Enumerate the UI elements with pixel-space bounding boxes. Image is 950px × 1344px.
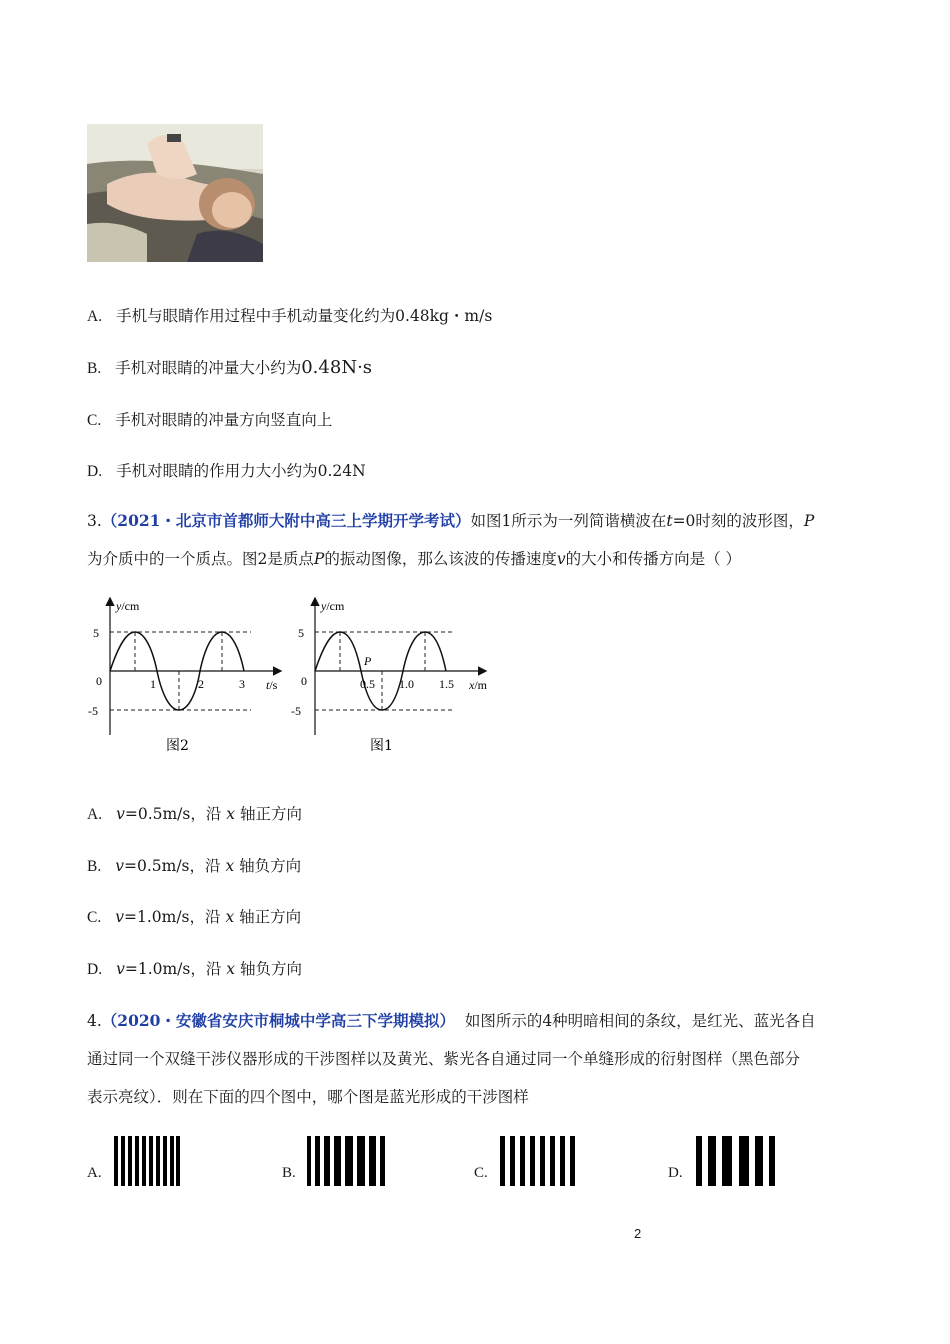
phone-eye-photo: [87, 124, 263, 262]
vib-origin: 0: [96, 674, 102, 688]
q2-option-d: D. 手机对眼睛的作用力大小约为0.24N: [87, 462, 366, 480]
wave-caption: 图1: [370, 738, 393, 754]
vib-ylabel: y/cm: [116, 599, 140, 613]
pattern-b: [305, 1136, 387, 1188]
vib-xlabel: t/s: [266, 678, 278, 692]
pattern-d: [694, 1136, 778, 1188]
q3-option-c: C. v=1.0m/s，沿 x 轴正方向: [87, 908, 302, 926]
vib-ytick-5: 5: [93, 626, 99, 640]
vib-xtick-2: 2: [198, 677, 204, 691]
q2-option-a: A. 手机与眼睛作用过程中手机动量变化约为0.48kg・m/s: [87, 307, 493, 325]
wave-xlabel: x/m: [469, 678, 487, 692]
page-number: 2: [634, 1226, 642, 1241]
q3-option-b: B. v=0.5m/s，沿 x 轴负方向: [87, 857, 302, 875]
q4-stem-line3: 表示亮纹）．则在下面的四个图中，哪个图是蓝光形成的干涉图样: [87, 1088, 529, 1106]
q2-option-c: C. 手机对眼睛的冲量方向竖直向上: [87, 411, 333, 429]
pattern-a-label: A.: [87, 1165, 102, 1181]
q3-source: （2021・北京市首都师大附中高三上学期开学考试）: [101, 511, 471, 530]
wave-xtick-15: 1.5: [439, 677, 454, 691]
vib-xtick-3: 3: [239, 677, 245, 691]
vibration-graph: [86, 595, 296, 765]
wave-ylabel: y/cm: [321, 599, 345, 613]
pattern-d-label: D.: [668, 1165, 683, 1181]
pattern-c: [498, 1136, 578, 1188]
q3-stem-line2: 为介质中的一个质点。图2是质点P的振动图像，那么该波的传播速度v的大小和传播方向是（ ）: [87, 550, 742, 568]
vib-caption: 图2: [166, 738, 189, 754]
pattern-a: [112, 1136, 182, 1188]
wave-xtick-05: 0.5: [360, 677, 375, 691]
q4-stem-line1: 4.（2020・安徽省安庆市桐城中学高三下学期模拟） 如图所示的4种明暗相间的条纹，是红光、蓝光各自: [87, 1011, 816, 1030]
wave-point-p: P: [364, 654, 372, 668]
q3-option-a: A. v=0.5m/s，沿 x 轴正方向: [87, 805, 302, 823]
wave-ytick-5: 5: [298, 626, 304, 640]
q2-option-b: B. 手机对眼睛的冲量大小约为0.48N·s: [87, 357, 373, 378]
vib-ytick-neg5: -5: [88, 704, 98, 718]
wave-xtick-10: 1.0: [399, 677, 414, 691]
q4-source: （2020・安徽省安庆市桐城中学高三下学期模拟）: [101, 1011, 455, 1030]
pattern-c-label: C.: [474, 1165, 488, 1181]
q3-stem-line1: 3.（2021・北京市首都师大附中高三上学期开学考试）如图1所示为一列简谐横波在t=0时刻的波形图，P: [87, 511, 815, 530]
wave-ytick-neg5: -5: [291, 704, 301, 718]
vib-xtick-1: 1: [150, 677, 156, 691]
waveform-graph: [285, 595, 500, 765]
q3-option-d: D. v=1.0m/s，沿 x 轴负方向: [87, 960, 302, 978]
q4-stem-line2: 通过同一个双缝干涉仪器形成的干涉图样以及黄光、紫光各自通过同一个单缝形成的衍射图样（黑色部分: [87, 1050, 801, 1068]
wave-origin: 0: [301, 674, 307, 688]
pattern-b-label: B.: [282, 1165, 296, 1181]
